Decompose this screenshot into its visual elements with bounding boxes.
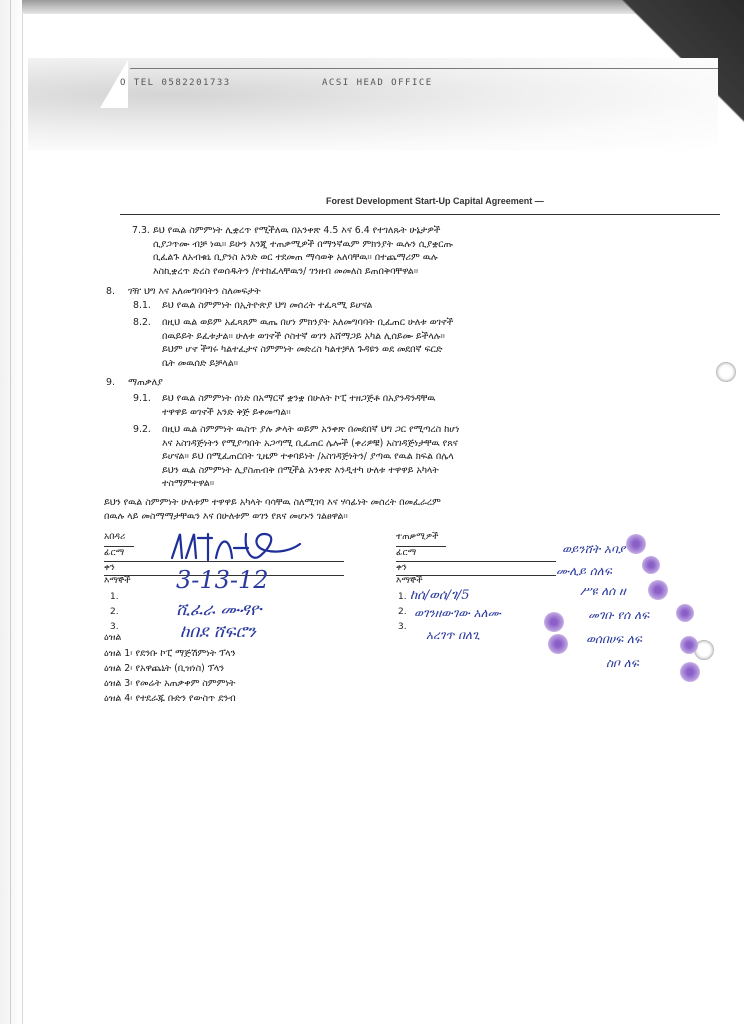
lender-handwritten-date: 3-13-12 — [176, 566, 269, 594]
section-8-title: ገዥ ህግ እና አለመግባባትን ስለመፍታት — [128, 286, 261, 297]
beneficiaries-witness-3: 3. — [398, 622, 407, 632]
lender-witness-2: 2. — [110, 607, 119, 617]
annex-item: ዕዝል 3፡ የመሬት አጠቃቀም ስምምነት — [104, 678, 236, 689]
lender-witness-1-name: ሺፈራ ሙዳዮ — [176, 600, 262, 620]
lender-witness-3: 3. — [110, 622, 119, 632]
section-9-number: 9. — [106, 377, 115, 388]
thumbprint — [626, 534, 646, 554]
closing-line: ይህን የዉል ስምምነት ሁለቱም ተዋዋይ አካላት ባሳቸዉ ስለሚገባ እና ሃሳፊነት መሰረት በመፈራረም — [104, 497, 441, 508]
lender-witness-label: እማኞች — [104, 576, 131, 586]
clause-line: ይህ የዉል ስምምነት ሊቋረጥ የሚችለዉ በአንቀጽ 4.5 እና 6.4 የተገለጹት ሁኔታዎች — [153, 225, 441, 236]
clause-line: ይህ የዉል ስምምነት በኢትዮጵያ ህግ መሰረት ተፈጻሚ ይሆናል — [162, 300, 373, 311]
annex-item: ዕዝል 2፡ የአዋጨኒት (ቢዝነስ) ፕላን — [104, 663, 225, 674]
section-8-number: 8. — [106, 286, 115, 297]
clause-8-2 — [162, 316, 682, 370]
clause-line: በዚህ ዉል ስምምነት ዉስጥ ያሉ ቃላት ወይም አንቀጽ በመደበኛ ህግ ጋር የሚጣረስ ከሆነ — [162, 424, 460, 435]
clause-7-3-number: 7.3. — [132, 225, 150, 236]
fax-tel: O TEL 0582201733 — [120, 78, 231, 88]
margin-name-5: ወሰበሀፍ ለፍ — [586, 632, 642, 646]
clause-line: ይህን ዉል ስምምነት ሊያስጠብቅ በሚችል አንቀጽ እንዲተካ ሁለቱ ተዋዋይ አካላት — [162, 464, 439, 476]
thumbprint — [680, 636, 698, 654]
clause-line: በዚህ ዉል ወይም አፈጻጸም ዉጤ በሆነ ምክንያት አለመግባባት ቢፈጠር ሁለቱ ወገኖች — [162, 317, 454, 328]
clause-line: ቤት መዉሰድ ይቻላል። — [162, 357, 239, 369]
clause-line: ይህም ሆኖ ችግሩ ካልተፈታና ስምምነት መድረስ ካልተቻለ ጉዳዩን ወደ መደበኛ ፍርድ — [162, 344, 443, 356]
clause-9-1-number: 9.1. — [133, 393, 151, 404]
header-rule — [120, 214, 720, 215]
annex-list — [104, 646, 404, 706]
closing-line: በዉሉ ላይ መስማማታቸዉን እና በሁለቱም ወገን የጸና መሆኑን ገልፀዋል። — [104, 510, 348, 522]
page-edge-line — [10, 0, 11, 1024]
clause-line: ሲያጋጥሙ ብቻ ነዉ። ይሁን እንጂ ተጠቃሚዎች በማንኛዉም ምክንያት ዉሉን ሲያቋርጡ — [153, 238, 453, 250]
clause-line: በዉይይት ይፈቱታል። ሁለቱ ወገኖች ሶስተኛ ወገን አሸማጋይ አካል ሊሰይሙ ይችላሉ። — [162, 330, 445, 342]
lender-signature-label: ፊርማ — [104, 548, 125, 558]
beneficiaries-signature-label: ፊርማ — [396, 548, 417, 558]
page-edge-left — [0, 0, 23, 1024]
fax-line — [130, 68, 718, 69]
closing-paragraph — [104, 496, 664, 523]
beneficiaries-signature-line — [396, 561, 556, 562]
section-9-title: ማጠቃለያ — [128, 377, 163, 388]
beneficiary-witness-3-name: አረገጥ በለጊ — [426, 628, 480, 642]
clause-line: ቢፈልጉ ለአብቁኒ ቢያንስ አንድ ወር ተደመጠ ማሳወቅ አለባቸዉ። በተጨማሪም ዉሉ — [153, 252, 438, 264]
beneficiaries-witness-2: 2. — [398, 607, 407, 617]
thumbprint — [680, 662, 700, 682]
thumbprint — [544, 612, 564, 632]
punch-hole-top — [716, 362, 736, 382]
clause-line: ይህ የዉል ስምምነት ሰነድ በአማርኛ ቋንቋ በሁለት ኮፒ ተዘጋጅቶ በአያንዳንዳቸዉ — [162, 393, 436, 404]
clause-7-3 — [153, 224, 673, 278]
annex-item: ዕዝል 1፡ የደንቡ ኮፒ ማጅሽምነት ፕላን — [104, 648, 236, 659]
clause-9-2-number: 9.2. — [133, 424, 151, 435]
clause-line: እና አስገዳጅነትን የሚያጣበት አጋጣሚ ቢፈጠር ሌሎች (ቀሪዎቹ) አስገዳጅነታቸዉ የጸና — [162, 437, 458, 449]
clause-8-2-number: 8.2. — [133, 317, 151, 328]
thumbprint — [648, 580, 668, 600]
clause-8-1 — [162, 299, 672, 313]
lender-title: አበዳሪ — [104, 532, 126, 542]
clause-line: ይሆናል። ይህ በሚፈጠርበት ጊዜም ተቀባይነት /አስገዳጅነትን/ ያጣዉ የዉል ክፍል በሌላ — [162, 451, 454, 463]
clause-line: ተስማምተዋል። — [162, 478, 215, 490]
beneficiary-witness-1-name: ከሰ/ወሰ/ገ/5 — [410, 588, 470, 603]
lender-signature — [168, 528, 308, 568]
thumbprint — [548, 634, 568, 654]
lender-witness-1: 1. — [110, 592, 119, 602]
beneficiaries-title: ተጠቃሚዎች — [396, 532, 439, 542]
thumbprint — [642, 556, 660, 574]
document-header: Forest Development Start-Up Capital Agreement — — [326, 196, 544, 206]
beneficiaries-date-label: ቀን — [396, 563, 407, 573]
clause-9-2 — [162, 423, 682, 491]
annex-title: ዕዝል — [104, 632, 122, 643]
margin-name-4: መገቡ የሰ ለፍ — [588, 608, 650, 622]
margin-name-2: ሙሊይ ሰለፍ — [556, 564, 612, 578]
margin-name-3: ሥዩ ለሰ ዘ — [580, 584, 626, 598]
clause-8-1-number: 8.1. — [133, 300, 151, 311]
margin-name-6: ስቦ ለፍ — [606, 656, 639, 670]
beneficiaries-title-underline — [396, 546, 446, 547]
beneficiary-witness-2-name: ወገንዘውገው አለሙ — [414, 606, 501, 620]
lender-date-label: ቀን — [104, 563, 115, 573]
lender-witness-2-name: ከበደ ሸፍሮን — [180, 622, 256, 642]
margin-name-1: ወይንሸት አባያ — [562, 542, 626, 556]
clause-line: ተዋዋይ ወገኖች አንድ ቅጅ ይቀመጣል። — [162, 406, 291, 418]
fax-office: ACSI HEAD OFFICE — [322, 78, 433, 88]
annex-item: ዕዝል 4፡ የተደራጁ ቡድን የውስጥ ደንብ — [104, 693, 236, 704]
clause-9-1 — [162, 392, 682, 419]
beneficiaries-witness-label: እማኞች — [396, 576, 423, 586]
lender-title-underline — [104, 546, 134, 547]
clause-line: እስኪቋረጥ ድረስ የወሰዱትን /የተከፈላቸዉን/ ገንዘብ መመለስ ይጠበቅባቸዋል። — [153, 265, 419, 277]
beneficiaries-witness-1: 1. — [398, 592, 407, 602]
fax-header-band — [28, 58, 718, 150]
thumbprint — [676, 604, 694, 622]
